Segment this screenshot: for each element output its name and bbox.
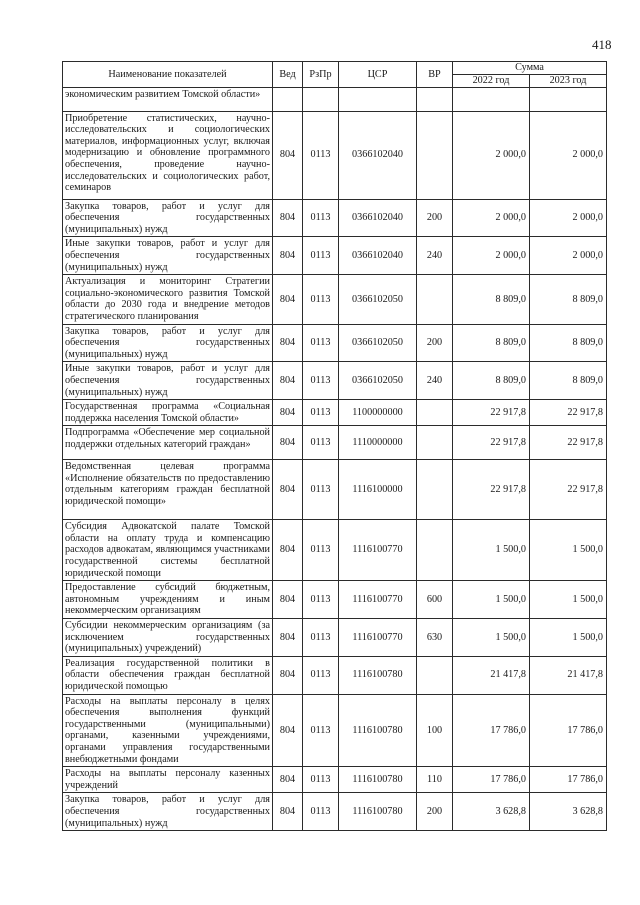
row-vr: 240: [417, 237, 453, 275]
row-ved: 804: [273, 694, 303, 767]
row-ved: 804: [273, 199, 303, 237]
row-ved: 804: [273, 237, 303, 275]
row-rzpr: 0113: [303, 520, 339, 581]
row-ved: 804: [273, 324, 303, 362]
row-csr: 1116100780: [339, 793, 417, 831]
row-csr: 1116100000: [339, 460, 417, 520]
row-sum-2023: 21 417,8: [530, 656, 607, 694]
table-row: [63, 87, 607, 111]
row-sum-2022: 8 809,0: [453, 275, 530, 324]
row-ved: 804: [273, 426, 303, 460]
row-sum-2022: [453, 87, 530, 111]
row-ved: 804: [273, 362, 303, 400]
row-sum-2022: 1 500,0: [453, 581, 530, 619]
table-row: [63, 111, 607, 199]
row-vr: [417, 426, 453, 460]
row-csr: 0366102040: [339, 237, 417, 275]
row-rzpr: 0113: [303, 767, 339, 793]
row-vr: 200: [417, 793, 453, 831]
row-rzpr: 0113: [303, 793, 339, 831]
row-vr: 200: [417, 199, 453, 237]
row-rzpr: 0113: [303, 111, 339, 199]
header-year-2023: 2023 год: [530, 74, 607, 87]
row-rzpr: 0113: [303, 694, 339, 767]
row-name: Ведомственная целевая программа «Исполнение обязательств по предоставлению отдельным категориям граждан бесплатной юридической помощи»: [63, 460, 273, 520]
table-row: [63, 619, 607, 657]
row-vr: [417, 275, 453, 324]
row-name: Субсидия Адвокатской палате Томской области на оплату труда и компенсацию расходов адвокатам, являющимся участниками государственной системы бесплатной юридической помощи: [63, 520, 273, 581]
row-sum-2022: 1 500,0: [453, 619, 530, 657]
row-name: Закупка товаров, работ и услуг для обеспечения государственных (муниципальных) нужд: [63, 199, 273, 237]
row-csr: 1116100780: [339, 767, 417, 793]
header-ved: Вед: [273, 62, 303, 88]
table-row: [63, 793, 607, 831]
header-year-2022: 2022 год: [453, 74, 530, 87]
table-row: [63, 694, 607, 767]
row-csr: 1116100770: [339, 581, 417, 619]
row-ved: 804: [273, 275, 303, 324]
row-ved: [273, 87, 303, 111]
row-ved: 804: [273, 767, 303, 793]
row-sum-2023: 2 000,0: [530, 237, 607, 275]
row-sum-2022: 3 628,8: [453, 793, 530, 831]
row-vr: [417, 400, 453, 426]
row-vr: 110: [417, 767, 453, 793]
row-sum-2022: 8 809,0: [453, 324, 530, 362]
row-sum-2023: 3 628,8: [530, 793, 607, 831]
row-vr: 600: [417, 581, 453, 619]
row-sum-2022: 2 000,0: [453, 111, 530, 199]
row-name: Реализация государственной политики в области обеспечения граждан бесплатной юридической помощью: [63, 656, 273, 694]
table-row: [63, 520, 607, 581]
row-csr: 0366102050: [339, 275, 417, 324]
row-sum-2023: 17 786,0: [530, 694, 607, 767]
row-ved: 804: [273, 581, 303, 619]
row-vr: [417, 87, 453, 111]
header-name: Наименование показателей: [63, 62, 273, 88]
row-ved: 804: [273, 619, 303, 657]
row-sum-2023: 1 500,0: [530, 619, 607, 657]
row-ved: 804: [273, 460, 303, 520]
row-csr: 1116100780: [339, 656, 417, 694]
row-sum-2023: 22 917,8: [530, 400, 607, 426]
row-name: Закупка товаров, работ и услуг для обеспечения государственных (муниципальных) нужд: [63, 324, 273, 362]
row-csr: 1116100770: [339, 520, 417, 581]
row-csr: 0366102050: [339, 324, 417, 362]
row-name: Приобретение статистических, научно-исследовательских и социологических материалов, информационных услуг, включая модернизацию и обновление программного обеспечения, проведение научно-исследовательских и социологических работ, семинаров: [63, 111, 273, 199]
row-csr: 1100000000: [339, 400, 417, 426]
header-sum: Сумма: [453, 62, 607, 75]
row-rzpr: 0113: [303, 362, 339, 400]
row-rzpr: 0113: [303, 275, 339, 324]
table-body: [63, 87, 607, 831]
row-ved: 804: [273, 520, 303, 581]
table-row: [63, 324, 607, 362]
row-ved: 804: [273, 793, 303, 831]
table-row: [63, 199, 607, 237]
row-vr: [417, 111, 453, 199]
row-sum-2023: 8 809,0: [530, 275, 607, 324]
row-name: Предоставление субсидий бюджетным, автономным учреждениям и иным некоммерческим организациям: [63, 581, 273, 619]
table-row: [63, 767, 607, 793]
row-sum-2023: 1 500,0: [530, 581, 607, 619]
row-name: Расходы на выплаты персоналу в целях обеспечения выполнения функций государственными (муниципальными) органами, казенными учреждениями, органами управления государственными внебюджетными фондами: [63, 694, 273, 767]
row-vr: [417, 460, 453, 520]
row-csr: 1116100770: [339, 619, 417, 657]
row-rzpr: 0113: [303, 460, 339, 520]
row-name: экономическим развитием Томской области»: [63, 87, 273, 111]
row-sum-2022: 21 417,8: [453, 656, 530, 694]
table-row: [63, 460, 607, 520]
row-sum-2023: [530, 87, 607, 111]
table-row: [63, 400, 607, 426]
row-name: Субсидии некоммерческим организациям (за исключением государственных (муниципальных) учреждений): [63, 619, 273, 657]
page-number: 418: [592, 37, 612, 52]
row-vr: [417, 520, 453, 581]
row-sum-2022: 22 917,8: [453, 400, 530, 426]
row-sum-2022: 22 917,8: [453, 426, 530, 460]
row-vr: 240: [417, 362, 453, 400]
row-sum-2023: 8 809,0: [530, 362, 607, 400]
row-csr: 0366102040: [339, 199, 417, 237]
row-sum-2023: 1 500,0: [530, 520, 607, 581]
header-csr: ЦСР: [339, 62, 417, 88]
table-row: [63, 275, 607, 324]
row-rzpr: 0113: [303, 400, 339, 426]
row-csr: 0366102040: [339, 111, 417, 199]
table-row: [63, 581, 607, 619]
row-rzpr: 0113: [303, 324, 339, 362]
row-csr: 0366102050: [339, 362, 417, 400]
row-name: Закупка товаров, работ и услуг для обеспечения государственных (муниципальных) нужд: [63, 793, 273, 831]
budget-table: [62, 61, 607, 831]
table-row: [63, 362, 607, 400]
row-csr: 1110000000: [339, 426, 417, 460]
table-row: [63, 426, 607, 460]
row-name: Иные закупки товаров, работ и услуг для обеспечения государственных (муниципальных) нужд: [63, 362, 273, 400]
row-sum-2023: 8 809,0: [530, 324, 607, 362]
header-rzpr: РзПр: [303, 62, 339, 88]
row-vr: 200: [417, 324, 453, 362]
row-name: Подпрограмма «Обеспечение мер социальной поддержки отдельных категорий граждан»: [63, 426, 273, 460]
row-sum-2022: 2 000,0: [453, 237, 530, 275]
row-rzpr: 0113: [303, 199, 339, 237]
row-sum-2022: 1 500,0: [453, 520, 530, 581]
row-ved: 804: [273, 400, 303, 426]
row-sum-2023: 2 000,0: [530, 199, 607, 237]
row-sum-2022: 22 917,8: [453, 460, 530, 520]
row-sum-2023: 22 917,8: [530, 426, 607, 460]
row-ved: 804: [273, 656, 303, 694]
row-csr: [339, 87, 417, 111]
row-sum-2022: 2 000,0: [453, 199, 530, 237]
row-sum-2022: 17 786,0: [453, 694, 530, 767]
row-rzpr: 0113: [303, 656, 339, 694]
row-name: Актуализация и мониторинг Стратегии социально-экономического развития Томской области до 2030 года и внедрение методов стратегического планирования: [63, 275, 273, 324]
row-vr: 100: [417, 694, 453, 767]
row-vr: 630: [417, 619, 453, 657]
row-sum-2023: 2 000,0: [530, 111, 607, 199]
table-row: [63, 656, 607, 694]
table-row: [63, 237, 607, 275]
row-rzpr: 0113: [303, 237, 339, 275]
row-vr: [417, 656, 453, 694]
row-sum-2022: 17 786,0: [453, 767, 530, 793]
row-rzpr: 0113: [303, 581, 339, 619]
row-ved: 804: [273, 111, 303, 199]
row-sum-2023: 22 917,8: [530, 460, 607, 520]
row-sum-2023: 17 786,0: [530, 767, 607, 793]
row-rzpr: 0113: [303, 426, 339, 460]
row-name: Государственная программа «Социальная поддержка населения Томской области»: [63, 400, 273, 426]
row-rzpr: 0113: [303, 619, 339, 657]
row-name: Иные закупки товаров, работ и услуг для обеспечения государственных (муниципальных) нужд: [63, 237, 273, 275]
row-rzpr: [303, 87, 339, 111]
row-csr: 1116100780: [339, 694, 417, 767]
row-sum-2022: 8 809,0: [453, 362, 530, 400]
row-name: Расходы на выплаты персоналу казенных учреждений: [63, 767, 273, 793]
header-vr: ВР: [417, 62, 453, 88]
